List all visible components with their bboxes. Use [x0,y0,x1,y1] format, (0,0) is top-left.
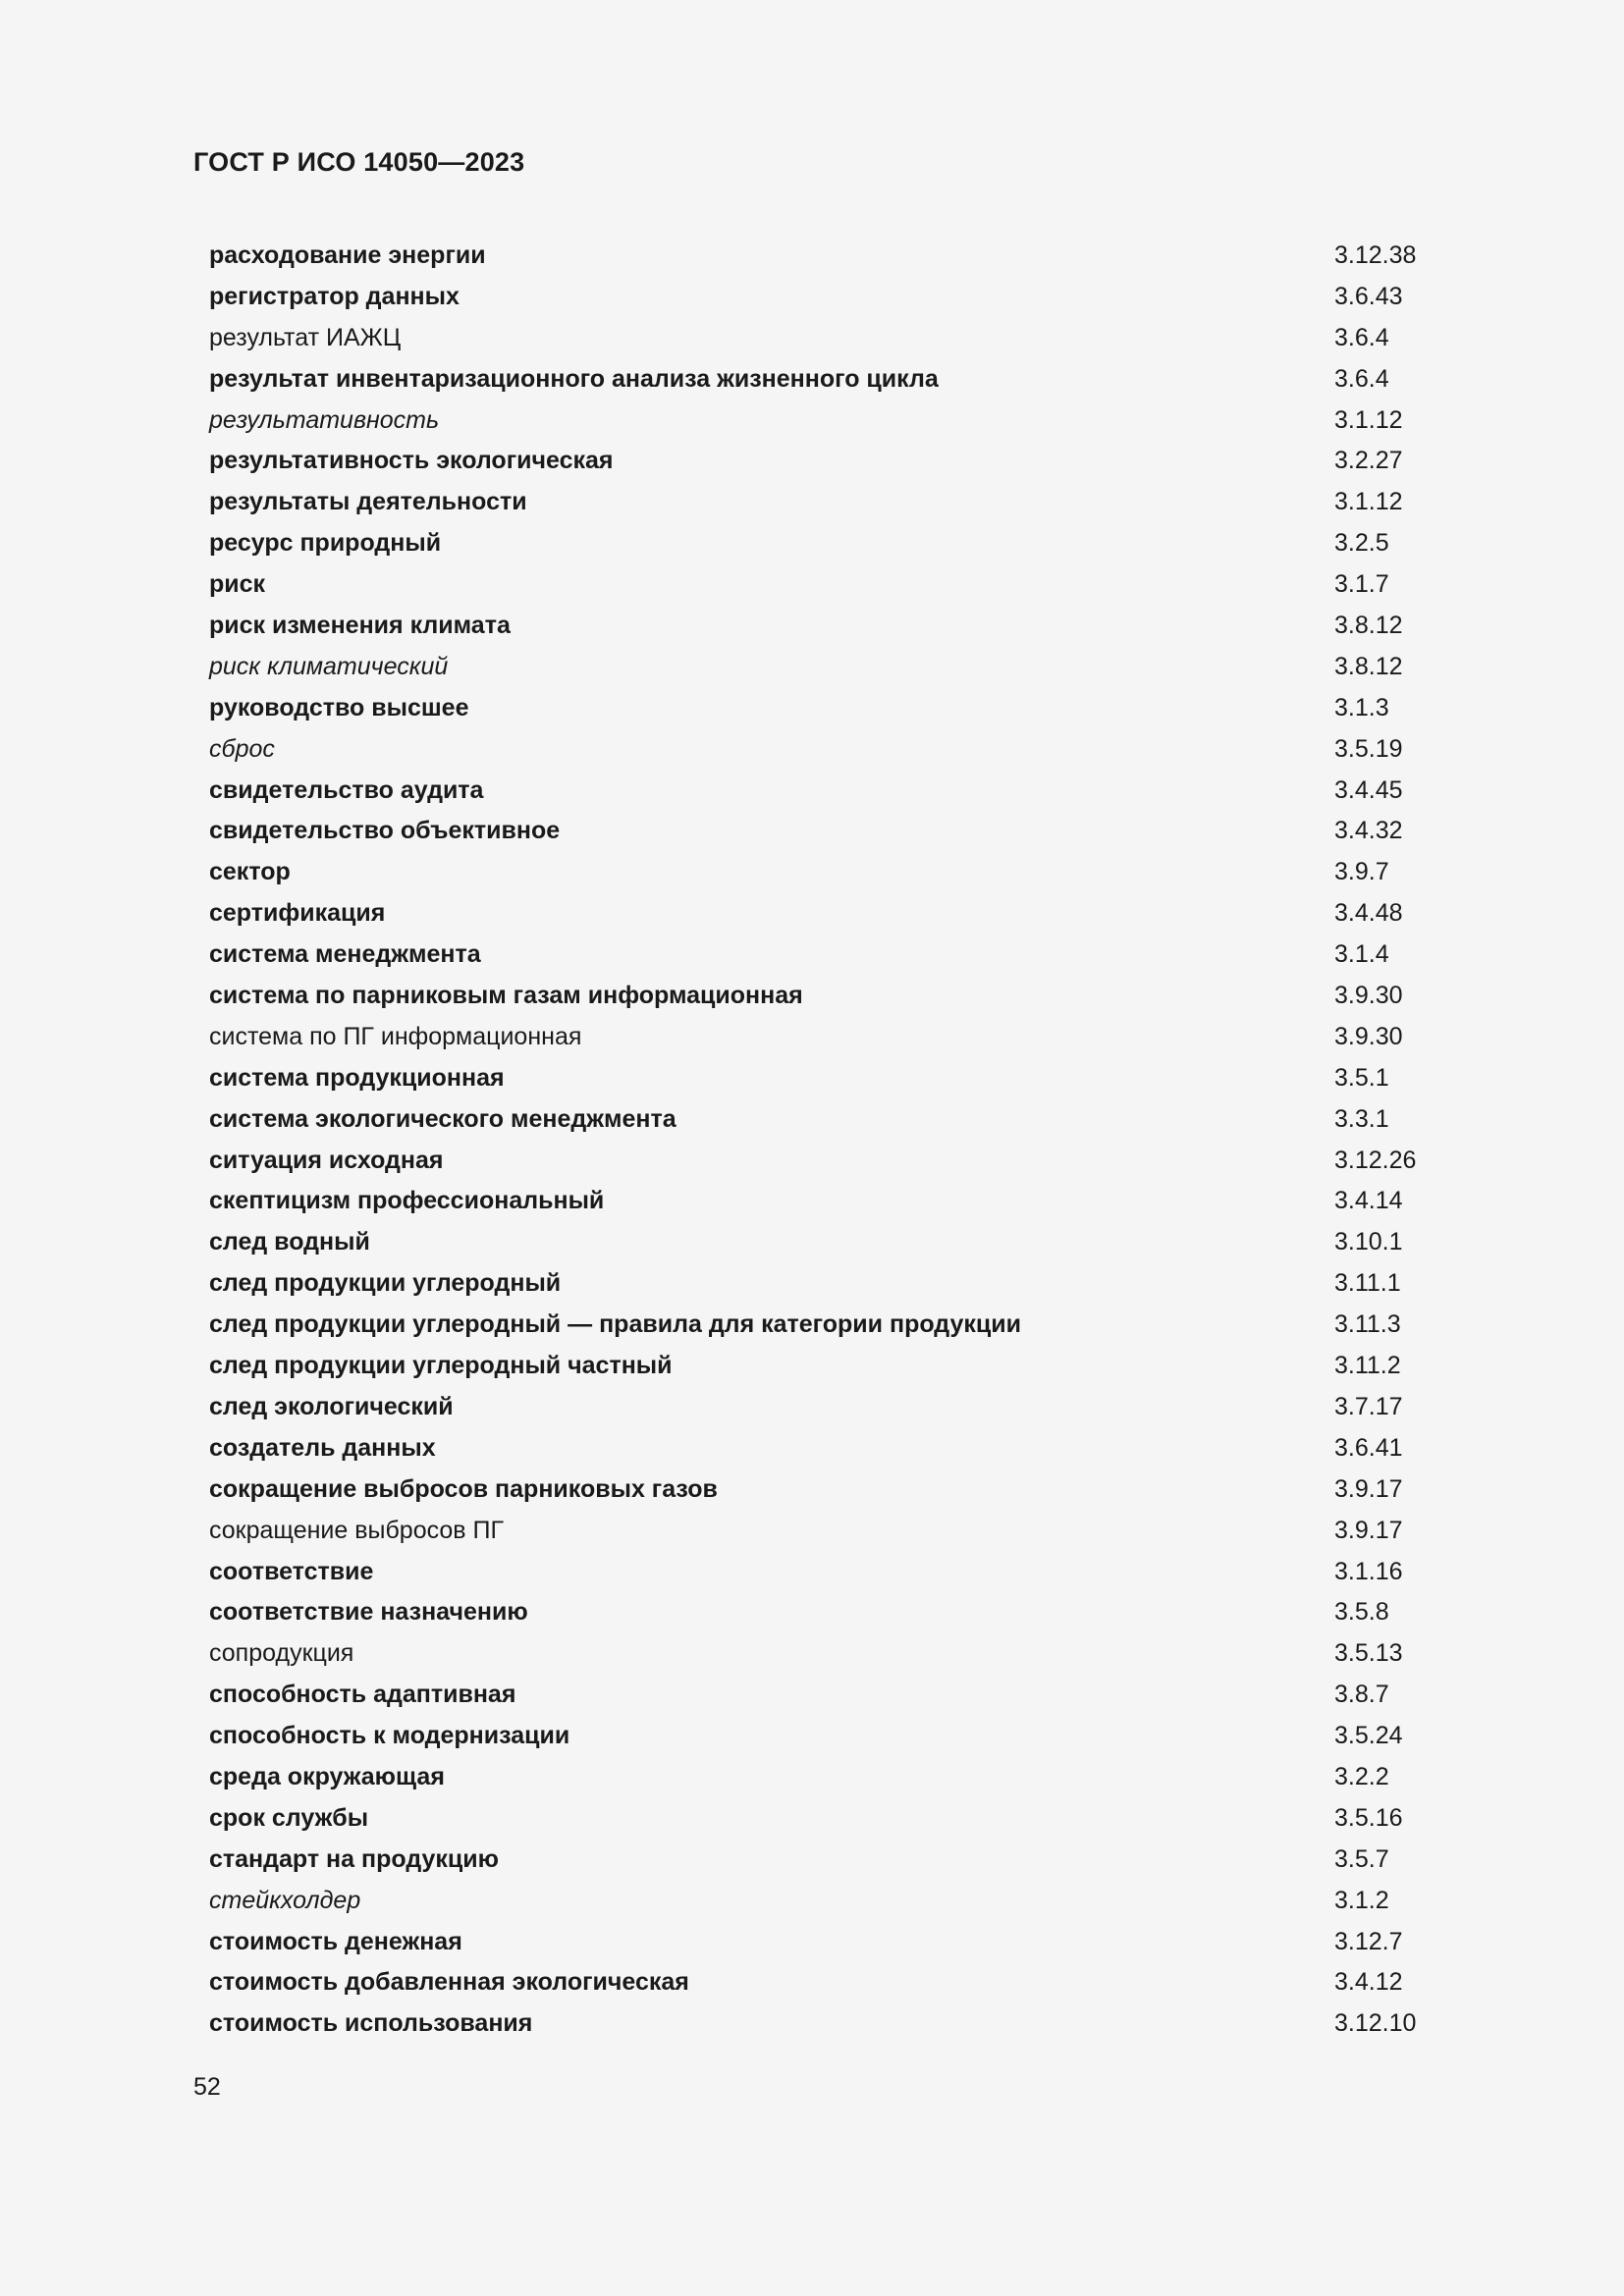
index-reference-number: 3.11.3 [1334,1310,1401,1339]
index-entry [209,1592,1476,1633]
index-term: сброс [209,734,275,763]
index-term: система менеджмента [209,940,481,969]
index-entry [209,1840,1476,1881]
index-term: результативность экологическая [209,447,614,475]
index-reference-number: 3.4.32 [1334,817,1403,845]
index-term: результативность [209,405,440,434]
index-reference-number: 3.1.12 [1334,405,1403,434]
index-entry [209,1757,1476,1798]
index-term: система экологического менеджмента [209,1104,677,1133]
index-entry [209,1552,1476,1593]
index-entry [209,729,1476,771]
index-term: стоимость использования [209,2009,533,2038]
index-term: ситуация исходная [209,1146,444,1174]
index-term: сертификация [209,899,386,928]
index-term: ресурс природный [209,529,442,558]
index-entry [209,1181,1476,1222]
index-entry [209,277,1476,318]
index-term: след продукции углеродный частный [209,1352,673,1380]
index-reference-number: 3.9.17 [1334,1516,1403,1544]
index-entry [209,2003,1476,2045]
index-entry [209,1922,1476,1963]
index-reference-number: 3.8.7 [1334,1681,1389,1709]
index-entry [209,1387,1476,1428]
index-term: среда окружающая [209,1762,445,1790]
index-entry [209,852,1476,893]
index-entry [209,1346,1476,1387]
index-term: способность к модернизации [209,1722,570,1750]
index-entry [209,771,1476,812]
index-term: создатель данных [209,1433,436,1462]
index-term: система по парниковым газам информационная [209,982,803,1010]
index-reference-number: 3.4.12 [1334,1968,1403,1997]
index-entry [209,359,1476,400]
index-term: руководство высшее [209,693,469,721]
index-entry [209,318,1476,359]
index-term: сокращение выбросов ПГ [209,1516,505,1544]
index-term: след экологический [209,1392,454,1420]
index-term: риск изменения климата [209,612,511,640]
index-reference-number: 3.8.12 [1334,612,1403,640]
index-entry [209,1881,1476,1922]
index-reference-number: 3.3.1 [1334,1104,1389,1133]
index-term: результат ИАЖЦ [209,323,402,351]
index-term: скептицизм профессиональный [209,1187,605,1215]
index-entry [209,400,1476,442]
index-term: риск климатический [209,652,449,680]
index-entry [209,606,1476,647]
index-reference-number: 3.4.45 [1334,775,1403,804]
index-reference-number: 3.7.17 [1334,1392,1403,1420]
index-entry [209,1058,1476,1099]
index-entry [209,1141,1476,1182]
index-reference-number: 3.12.26 [1334,1146,1417,1174]
index-reference-number: 3.12.7 [1334,1927,1403,1955]
index-reference-number: 3.10.1 [1334,1228,1403,1256]
term-index-list [209,236,1476,2045]
index-reference-number: 3.5.19 [1334,734,1403,763]
index-reference-number: 3.2.2 [1334,1762,1389,1790]
index-reference-number: 3.6.41 [1334,1433,1403,1462]
index-entry [209,1469,1476,1511]
index-entry [209,688,1476,729]
page-number: 52 [193,2073,221,2101]
index-entry [209,1305,1476,1346]
index-term: результат инвентаризационного анализа жизненного цикла [209,364,939,393]
index-reference-number: 3.5.16 [1334,1803,1403,1832]
index-reference-number: 3.5.24 [1334,1722,1403,1750]
index-term: система продукционная [209,1063,505,1092]
index-reference-number: 3.1.3 [1334,693,1389,721]
index-reference-number: 3.9.17 [1334,1474,1403,1503]
index-reference-number: 3.9.7 [1334,858,1389,886]
index-reference-number: 3.5.8 [1334,1598,1389,1627]
index-entry [209,934,1476,976]
index-reference-number: 3.4.48 [1334,899,1403,928]
index-term: расходование энергии [209,241,486,269]
index-entry [209,1222,1476,1263]
index-reference-number: 3.6.4 [1334,323,1389,351]
index-term: сопродукция [209,1639,354,1668]
index-entry [209,1511,1476,1552]
index-reference-number: 3.1.4 [1334,940,1389,969]
index-entry [209,647,1476,688]
index-term: срок службы [209,1803,369,1832]
index-reference-number: 3.5.7 [1334,1844,1389,1873]
index-reference-number: 3.6.4 [1334,364,1389,393]
index-entry [209,1675,1476,1716]
index-reference-number: 3.5.13 [1334,1639,1403,1668]
index-entry [209,482,1476,523]
index-term: след продукции углеродный [209,1269,562,1298]
index-entry [209,1716,1476,1757]
index-term: соответствие назначению [209,1598,528,1627]
index-entry [209,1798,1476,1840]
index-term: риск [209,570,266,599]
index-term: след продукции углеродный — правила для категории продукции [209,1310,1021,1339]
index-term: соответствие [209,1557,374,1585]
index-reference-number: 3.11.1 [1334,1269,1401,1298]
index-term: след водный [209,1228,370,1256]
index-entry [209,1633,1476,1675]
index-reference-number: 3.4.14 [1334,1187,1403,1215]
index-term: способность адаптивная [209,1681,516,1709]
index-term: регистратор данных [209,282,460,310]
index-reference-number: 3.1.2 [1334,1886,1389,1914]
index-entry [209,441,1476,482]
index-entry [209,1428,1476,1469]
index-term: свидетельство объективное [209,817,561,845]
index-reference-number: 3.5.1 [1334,1063,1389,1092]
index-term: система по ПГ информационная [209,1022,582,1050]
index-reference-number: 3.1.16 [1334,1557,1403,1585]
index-entry [209,976,1476,1017]
index-term: сокращение выбросов парниковых газов [209,1474,718,1503]
index-reference-number: 3.6.43 [1334,282,1403,310]
index-term: стейкхолдер [209,1886,361,1914]
index-term: свидетельство аудита [209,775,484,804]
index-reference-number: 3.2.27 [1334,447,1403,475]
index-term: стоимость добавленная экологическая [209,1968,689,1997]
index-reference-number: 3.1.12 [1334,488,1403,516]
index-entry [209,1017,1476,1058]
index-reference-number: 3.9.30 [1334,982,1403,1010]
index-entry [209,564,1476,606]
index-entry [209,1962,1476,2003]
index-reference-number: 3.2.5 [1334,529,1389,558]
index-term: сектор [209,858,291,886]
index-reference-number: 3.9.30 [1334,1022,1403,1050]
index-reference-number: 3.8.12 [1334,652,1403,680]
index-entry [209,893,1476,934]
index-term: результаты деятельности [209,488,527,516]
index-term: стандарт на продукцию [209,1844,499,1873]
index-entry [209,811,1476,852]
index-entry [209,1263,1476,1305]
index-reference-number: 3.1.7 [1334,570,1389,599]
index-entry [209,236,1476,277]
index-entry [209,523,1476,564]
index-reference-number: 3.12.10 [1334,2009,1417,2038]
index-reference-number: 3.12.38 [1334,241,1417,269]
index-reference-number: 3.11.2 [1334,1352,1401,1380]
index-term: стоимость денежная [209,1927,462,1955]
index-entry [209,1099,1476,1141]
document-header: ГОСТ Р ИСО 14050—2023 [193,147,525,177]
